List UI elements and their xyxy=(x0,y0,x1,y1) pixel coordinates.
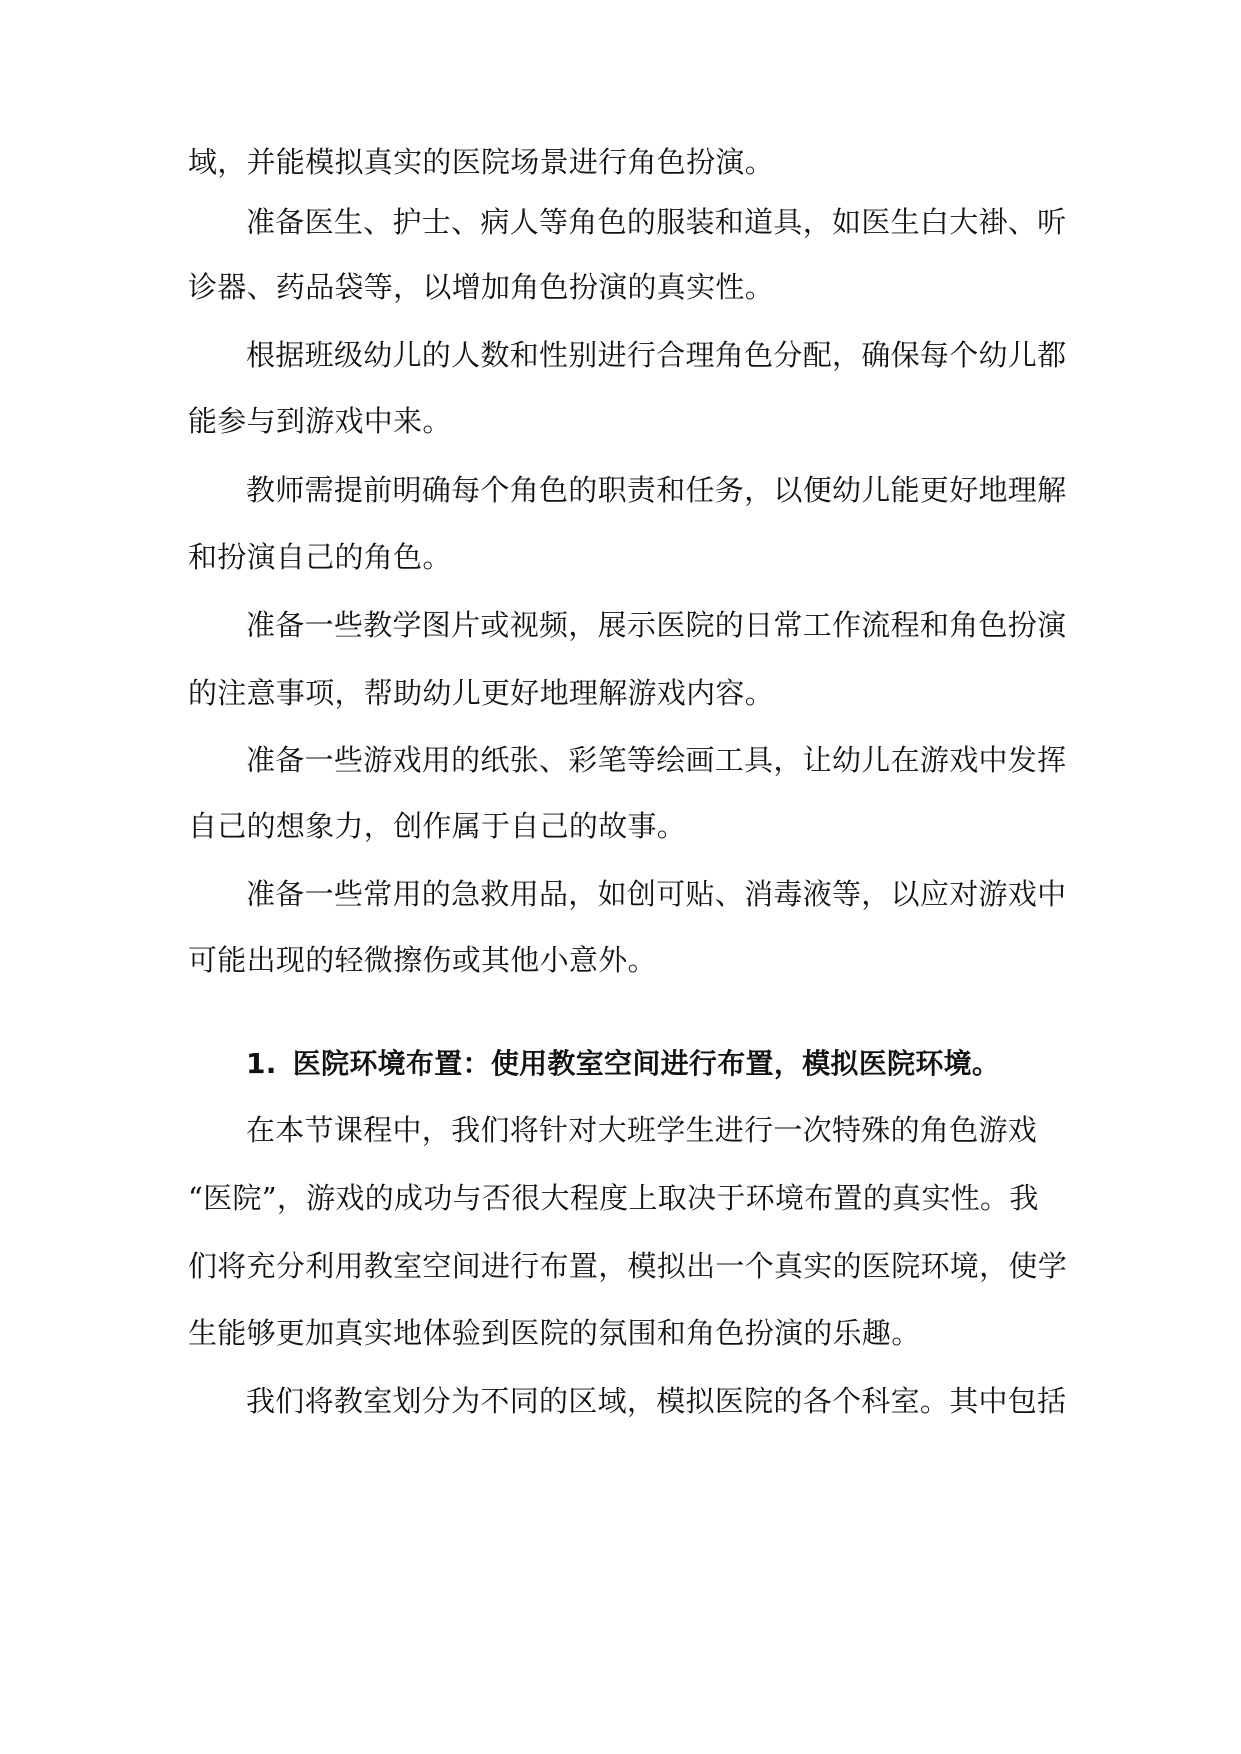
paragraph-line: 们将充分利用教室空间进行布置，模拟出一个真实的医院环境，使学 xyxy=(188,1249,1068,1283)
paragraph-line: 自己的想象力，创作属于自己的故事。 xyxy=(188,809,687,843)
paragraph-line: 域，并能模拟真实的医院场景进行角色扮演。 xyxy=(188,145,775,179)
paragraph-line: 诊器、药品袋等，以增加角色扮演的真实性。 xyxy=(188,270,775,304)
paragraph-line: 教师需提前明确每个角色的职责和任务，以便幼儿能更好地理解 xyxy=(246,473,1067,507)
paragraph-line: 我们将教室划分为不同的区域，模拟医院的各个科室。其中包括 xyxy=(246,1384,1067,1418)
paragraph-line: 生能够更加真实地体验到医院的氛围和角色扮演的乐趣。 xyxy=(188,1316,921,1350)
paragraph-line: “医院”，游戏的成功与否很大程度上取决于环境布置的真实性。我 xyxy=(188,1181,1039,1215)
paragraph-line: 在本节课程中，我们将针对大班学生进行一次特殊的角色游戏 xyxy=(246,1113,1038,1147)
paragraph-line: 的注意事项，帮助幼儿更好地理解游戏内容。 xyxy=(188,676,775,710)
paragraph-line: 能参与到游戏中来。 xyxy=(188,404,452,438)
paragraph-line: 可能出现的轻微擦伤或其他小意外。 xyxy=(188,943,657,977)
section-heading xyxy=(246,1044,1112,1084)
heading-text: 医院环境布置：使用教室空间进行布置，模拟医院环境。 xyxy=(292,1047,1001,1080)
paragraph-line: 和扮演自己的角色。 xyxy=(188,540,452,574)
paragraph-line: 准备一些游戏用的纸张、彩笔等绘画工具，让幼儿在游戏中发挥 xyxy=(246,743,1067,777)
paragraph-line: 准备医生、护士、病人等角色的服装和道具，如医生白大褂、听 xyxy=(246,205,1067,239)
paragraph-line: 根据班级幼儿的人数和性别进行合理角色分配，确保每个幼儿都 xyxy=(246,338,1067,372)
heading-number: 1. xyxy=(246,1047,277,1080)
paragraph-line: 准备一些教学图片或视频，展示医院的日常工作流程和角色扮演 xyxy=(246,608,1067,642)
paragraph-line: 准备一些常用的急救用品，如创可贴、消毒液等，以应对游戏中 xyxy=(246,877,1067,911)
